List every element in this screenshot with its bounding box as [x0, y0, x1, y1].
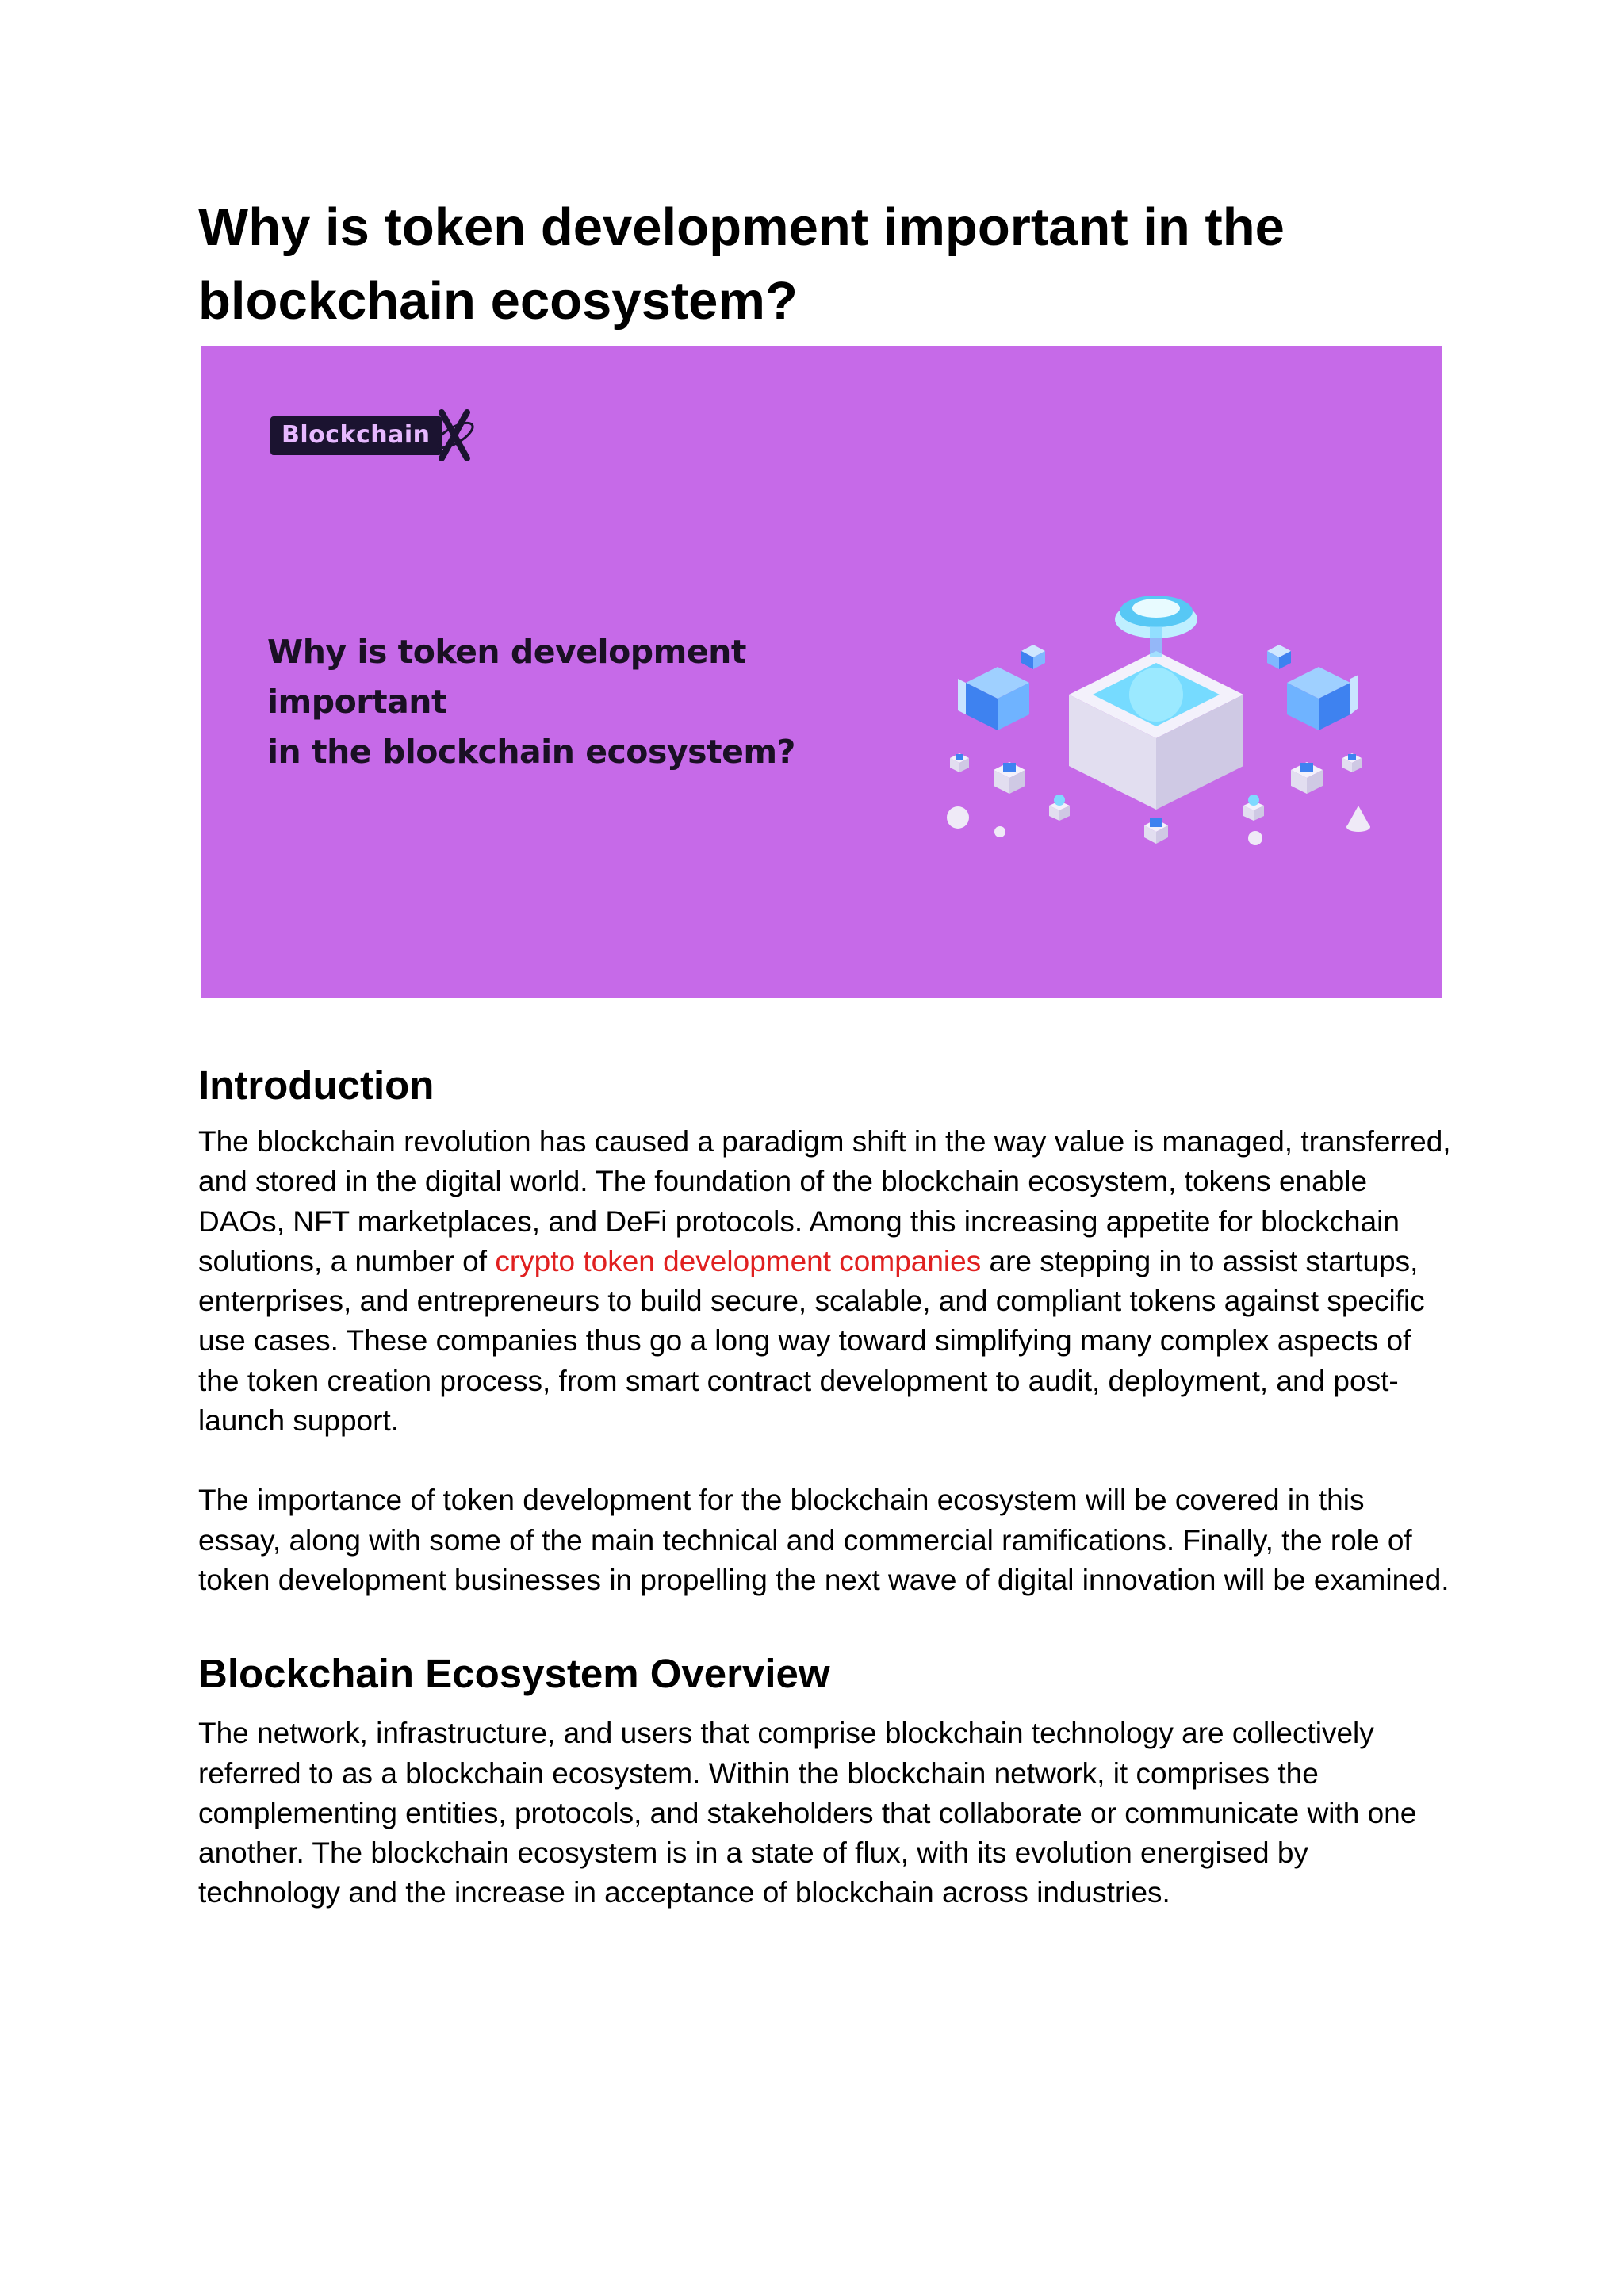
introduction-paragraph-2: The importance of token development for the blockchain ecosystem will be covered in this essay, along with some of the main technical and commercial ramifications. Finally, the role of token development businesses in propelling the next wave of digital innovation will be examined.	[198, 1484, 1450, 1596]
hero-headline-line-1: Why is token development important	[267, 633, 746, 721]
central-cube-icon	[1069, 596, 1243, 810]
article-title: Why is token development important in the blockchain ecosystem?	[198, 197, 1285, 331]
token-cube-illustration	[918, 532, 1394, 849]
intro-text-after-link: are stepping in to assist startups, enterprises, and entrepreneurs to build secure, scalable, and compliant tokens against specific use cases. These companies thus go a long way toward simplifying many complex aspects of the token creation process, from smart contract development to audit, deployment, and post-launch support.	[198, 1244, 1425, 1438]
hero-headline-line-2: in the blockchain ecosystem?	[267, 733, 795, 771]
left-cube-icon	[958, 667, 1029, 730]
document-page	[198, 190, 1451, 1913]
overview-paragraph-1: The network, infrastructure, and users that comprise blockchain technology are collectively referred to as a blockchain ecosystem. Within the blockchain network, it comprises the complementing entities, protocols, and stakeholders that collaborate or communicate with one another. The blockchain ecosystem is in a state of flux, with its evolution energised by technology and the increase in acceptance of blockchain across industries.	[198, 1717, 1417, 1909]
hero-headline	[267, 627, 917, 777]
right-cube-icon	[1287, 667, 1358, 730]
intro-text-before-link: The blockchain revolution has caused a paradigm shift in the way value is managed, transferred, and stored in the digital world. The foundation of the blockchain ecosystem, tokens enable DAOs, NFT marketplaces, and DeFi protocols. Among this increasing appetite for blockchain solutions, a number of	[198, 1125, 1451, 1277]
logo-x-mark	[431, 406, 478, 465]
introduction-paragraph-1	[198, 1122, 1451, 1441]
logo-text: Blockchain	[270, 416, 442, 455]
crypto-token-development-link[interactable]: crypto token development companies	[495, 1244, 982, 1277]
blockchainx-logo	[270, 414, 478, 457]
introduction-heading: Introduction	[198, 1063, 435, 1108]
overview-heading: Blockchain Ecosystem Overview	[198, 1651, 830, 1697]
hero-banner	[201, 346, 1442, 998]
